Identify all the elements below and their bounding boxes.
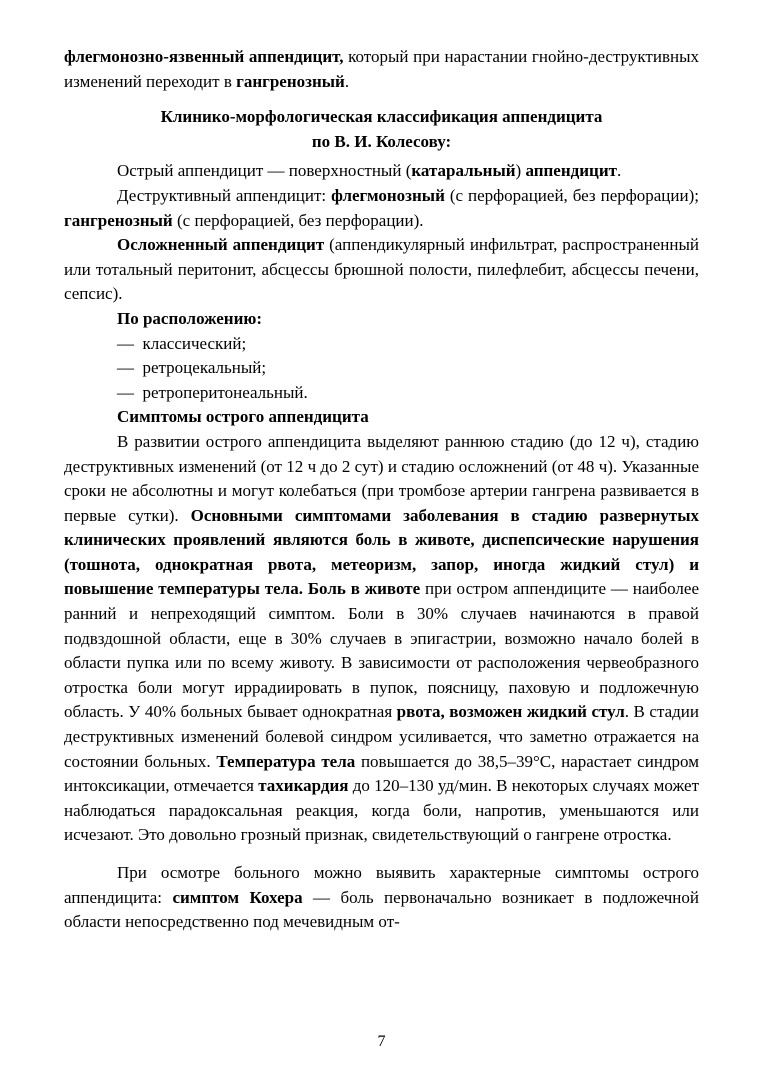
text-run: до 120–130 уд/мин. В некоторых случаях может наблюдаться парадоксальная реакция, когда боли, напротив, уменьшаются или исчезают. Это довольно грозный признак, свидетельствующий о гангрене отростка.	[64, 776, 699, 845]
text-run: рвота, возможен жидкий стул	[396, 702, 625, 722]
list-item-classic: — классический;	[117, 333, 247, 353]
paragraph-examination	[64, 861, 699, 935]
text-run: По расположению:	[117, 308, 263, 328]
text-run: Основными симптомами заболевания в стадию развернутых клинических проявлений являются боль в животе, диспепсические нарушения (тошнота, однократная рвота, метеоризм, запор, иногда жидкий стул) и повышение температуры тела. Боль в животе	[64, 505, 700, 599]
text-run: (с перфорацией, без перфорации).	[172, 210, 424, 230]
text-run: катаральный	[411, 161, 516, 181]
text-run: Острый аппендицит — поверхностный (	[117, 161, 412, 181]
text-run: гангренозный	[64, 210, 173, 230]
text-run: .	[616, 161, 622, 181]
paragraph-destructive-appendicitis	[64, 184, 699, 233]
paragraph-disease-stages	[64, 430, 699, 848]
text-run: — боль первоначально возникает в подложечной области непосредственно под мечевидным от-	[64, 887, 699, 932]
symptoms-subheading	[64, 405, 699, 430]
page-number: 7	[377, 1033, 386, 1050]
intro-paragraph	[64, 45, 699, 94]
text-run: аппендицит	[525, 161, 617, 181]
text-run: повышается до 38,5–39°С, нарастает синдром интоксикации, отмечается	[64, 751, 699, 796]
paragraph-by-location-heading	[64, 307, 699, 332]
text-run: тахикардия	[258, 776, 349, 796]
text-run: Температура тела	[216, 751, 356, 771]
text-run: симптом Кохера	[172, 887, 303, 907]
text-run: при остром аппендиците — наиболее ранний и непреходящий симптом. Боли в 30% случаев начинаются в правой подвздошной области, еще в 30% случаев в эпигастрии, возможно начало болей в области пупка или по всему животу. В зависимости от расположения червеобразного отростка боли могут иррадиировать в пупок, поясницу, паховую и подложечную область. У 40% больных бывает однократная	[64, 579, 699, 722]
text-run: Симптомы острого аппендицита	[117, 407, 369, 427]
text-run: )	[515, 161, 526, 181]
list-item-retrocecal: — ретроцекальный;	[117, 358, 267, 378]
classification-heading-line1: Клинико-морфологическая классификация аппендицита	[160, 107, 603, 127]
list-item-retroperitoneal: — ретроперитонеальный.	[117, 382, 308, 402]
text-run: .	[344, 71, 350, 91]
text-run: При осмотре больного можно выявить характерные симптомы острого аппендицита:	[64, 863, 699, 907]
text-run: Осложненный аппендицит	[117, 235, 325, 255]
text-run: который при нарастании гнойно-деструктивных изменений переходит в	[64, 47, 700, 91]
text-run: флегмонозно-язвенный аппендицит,	[64, 47, 344, 66]
text-run: (с перфорацией, без перфорации);	[444, 185, 699, 205]
paragraph-acute-appendicitis	[64, 159, 699, 184]
classification-heading-line2: по В. И. Колесову:	[311, 131, 452, 151]
text-run: флегмонозный	[331, 185, 445, 205]
text-run: (аппендикулярный инфильтрат, распространенный или тотальный перитонит, абсцессы брюшной полости, пилефлебит, абсцессы печени, сепсис).	[64, 235, 699, 304]
paragraph-complicated-appendicitis	[64, 233, 699, 307]
classification-heading	[64, 105, 699, 154]
text-run: В развитии острого аппендицита выделяют раннюю стадию (до 12 ч), стадию деструктивных изменений (от 12 ч до 2 сут) и стадию осложнений (от 48 ч). Указанные сроки не абсолютны и могут колебаться (при тромбозе артерии гангрена развивается в первые сутки).	[64, 431, 699, 525]
text-run: гангренозный	[236, 71, 345, 91]
text-run: Деструктивный аппендицит:	[117, 185, 332, 205]
text-run: . В стадии деструктивных изменений болевой синдром усиливается, что заметно отражается на состоянии больных.	[64, 702, 699, 771]
